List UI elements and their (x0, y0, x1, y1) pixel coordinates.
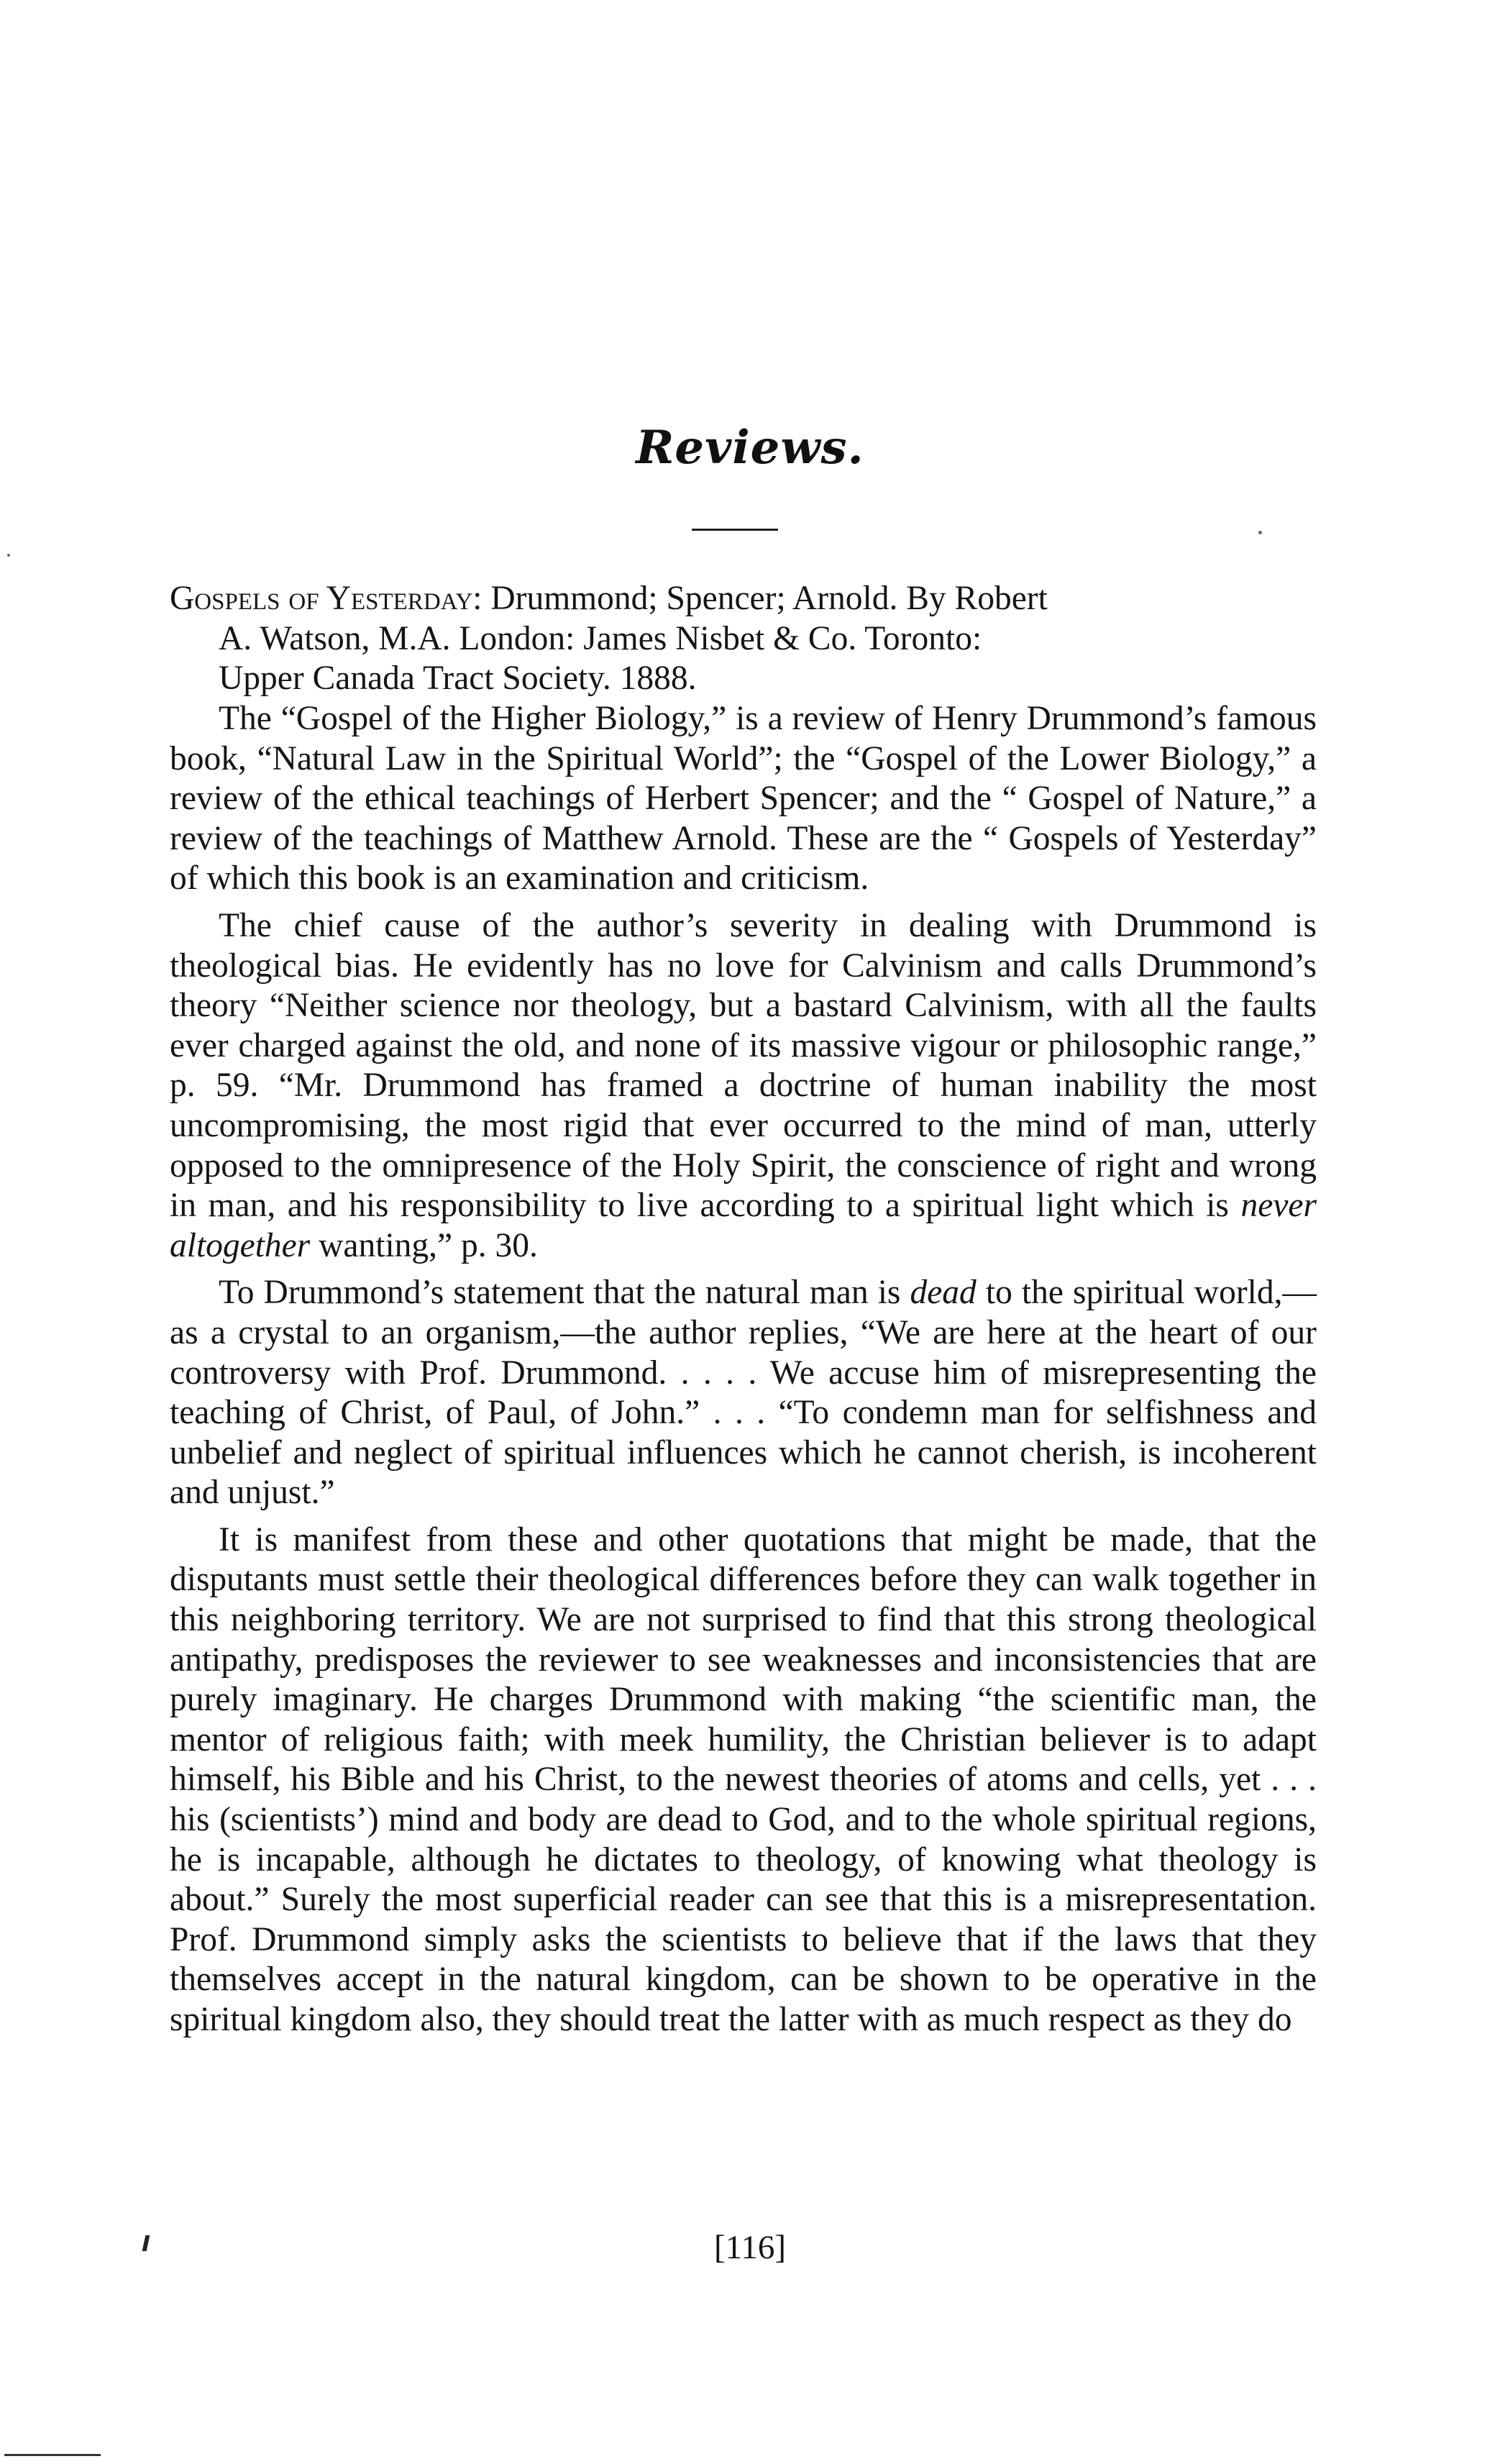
paragraph-3 (170, 1273, 1317, 1513)
paragraph-1: The “Gospel of the Higher Biology,” is a review of Henry Drummond’s famous book, “Natural Law in the Spiritual World”; the “Gospel of the Lower Biology,” a review of the ethical teachings of Herbert Spencer; and the “ Gospel of Nature,” a review of the teachings of Matthew Arnold. These are the “ Gospels of Yesterday” of which this book is an examination and criticism. (170, 700, 1317, 898)
paragraph-2-end: wanting,” p. 30. (310, 1226, 538, 1264)
paragraph-2 (170, 906, 1317, 1266)
citation-book-title: Gospels of Yesterday (170, 580, 473, 617)
citation-line-1 (170, 579, 1317, 619)
title-rule (692, 529, 778, 531)
citation-line-1-rest: : Drummond; Spencer; Arnold. By Robert (472, 580, 1048, 617)
book-citation (170, 579, 1317, 699)
page-number: [116] (713, 2229, 787, 2266)
paragraph-2-text: The chief cause of the author’s severity in dealing with Drummond is theological bias. He evidently has no love for Calvinism and calls Drummond’s theory “Neither science nor theology, but a bastard Calvinism, with all the faults ever charged against the old, and none of its massive vigour or philosophic range,” p. 59. “Mr. Drummond has framed a doctrine of human inability the most uncompromising, the most rigid that ever occurred to the mind of man, utterly opposed to the omnipresence of the Holy Spirit, the conscience of right and wrong in man, and his responsibility to live according to a spiritual light which is (170, 906, 1317, 1225)
review-body (170, 699, 1317, 2048)
paragraph-2-emphasis: never altogether (170, 1187, 1317, 1264)
speck (1258, 531, 1262, 534)
paragraph-3-end: to the spiritual world,—as a crystal to an organism,—the author replies, “We are here at the heart of our controversy with Prof. Drummond. . . . . We accuse him of misrepresenting the teaching of Christ, of Paul, of John.” . . . “To condemn man for selfishness and unbelief and neglect of spiritual influences which he cannot cherish, is incoherent and unjust.” (170, 1274, 1317, 1512)
citation-line-3: Upper Canada Tract Society. 1888. (219, 660, 697, 698)
corner-dash (4, 2454, 101, 2456)
paragraph-4: It is manifest from these and other quotations that might be made, that the disputants must settle their theological differences before they can walk together in this neighboring territory. We are not surprised to find that this strong theological antipathy, predisposes the reviewer to see weaknesses and inconsistencies that are purely imaginary. He charges Drummond with making “the scientific man, the mentor of religious faith; with meek humility, the Christian believer is to adapt himself, his Bible and his Christ, to the newest theories of atoms and cells, yet . . . his (scientists’) mind and body are dead to God, and to the whole spiritual regions, he is incapable, although he dictates to theology, of knowing what theology is about.” Surely the most superficial reader can see that this is a misrepresentation. Prof. Drummond simply asks the scientists to believe that if the laws that they themselves accept in the natural kingdom, can be shown to be operative in the spiritual kingdom also, they should treat the latter with as much respect as they do (170, 1520, 1317, 2038)
paragraph-3-emphasis: dead (910, 1274, 977, 1312)
citation-line-2: A. Watson, M.A. London: James Nisbet & Co. Toronto: (219, 619, 982, 657)
speck (7, 554, 10, 557)
page-title: Reviews. (636, 421, 864, 475)
paragraph-3-text: To Drummond’s statement that the natural man is (219, 1274, 910, 1312)
